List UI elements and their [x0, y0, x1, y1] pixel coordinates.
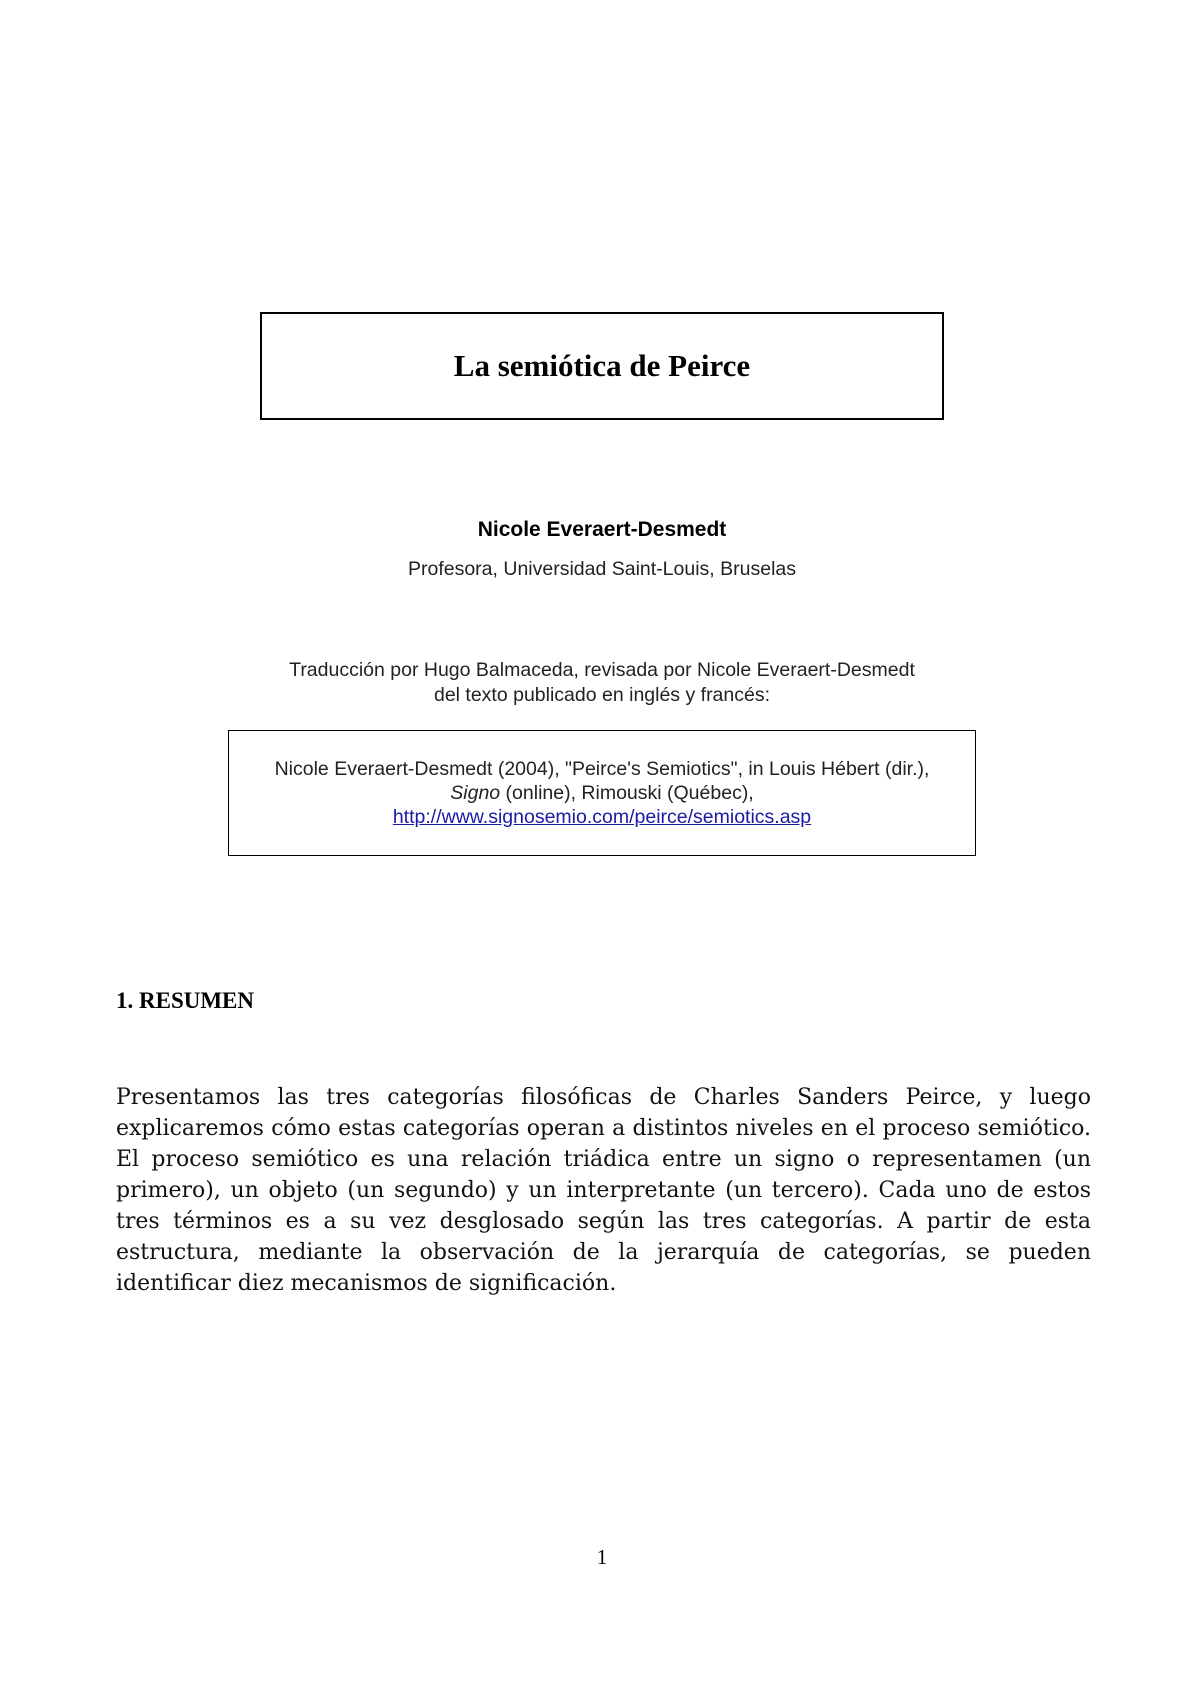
citation-line-3	[229, 805, 975, 829]
citation-source-italic: Signo	[450, 782, 501, 804]
citation-box	[228, 730, 976, 856]
translation-note	[0, 658, 1200, 708]
title-box	[260, 312, 944, 420]
page-number: 1	[596, 1545, 608, 1569]
citation-link[interactable]: http://www.signosemio.com/peirce/semiotics.asp	[392, 806, 812, 828]
translation-line-1: Traducción por Hugo Balmaceda, revisada por Nicole Everaert-Desmedt	[289, 659, 915, 681]
abstract-paragraph: Presentamos las tres categorías filosóficas de Charles Sanders Peirce, y luego explicaremos cómo estas categorías operan a distintos niveles en el proceso semiótico. El proceso semiótico es una relación triádica entre un signo o representamen (un primero), un objeto (un segundo) y un interpretante (un tercero). Cada uno de estos tres términos es a su vez desglosado según las tres categorías. A partir de esta estructura, mediante la observación de la jerarquía de categorías, se pueden identificar diez mecanismos de significación.	[116, 1085, 1091, 1296]
document-title: La semiótica de Peirce	[453, 348, 751, 383]
translation-line-2: del texto publicado en inglés y francés:	[433, 684, 771, 706]
author-affiliation: Profesora, Universidad Saint-Louis, Bruselas	[407, 558, 797, 580]
citation-line-1: Nicole Everaert-Desmedt (2004), "Peirce's Semiotics", in Louis Hébert (dir.),	[274, 758, 930, 780]
author-name: Nicole Everaert-Desmedt	[477, 518, 727, 541]
citation-line-2	[229, 781, 975, 805]
citation-source-rest: (online), Rimouski (Québec),	[500, 782, 754, 804]
section-heading: 1. RESUMEN	[116, 988, 255, 1013]
